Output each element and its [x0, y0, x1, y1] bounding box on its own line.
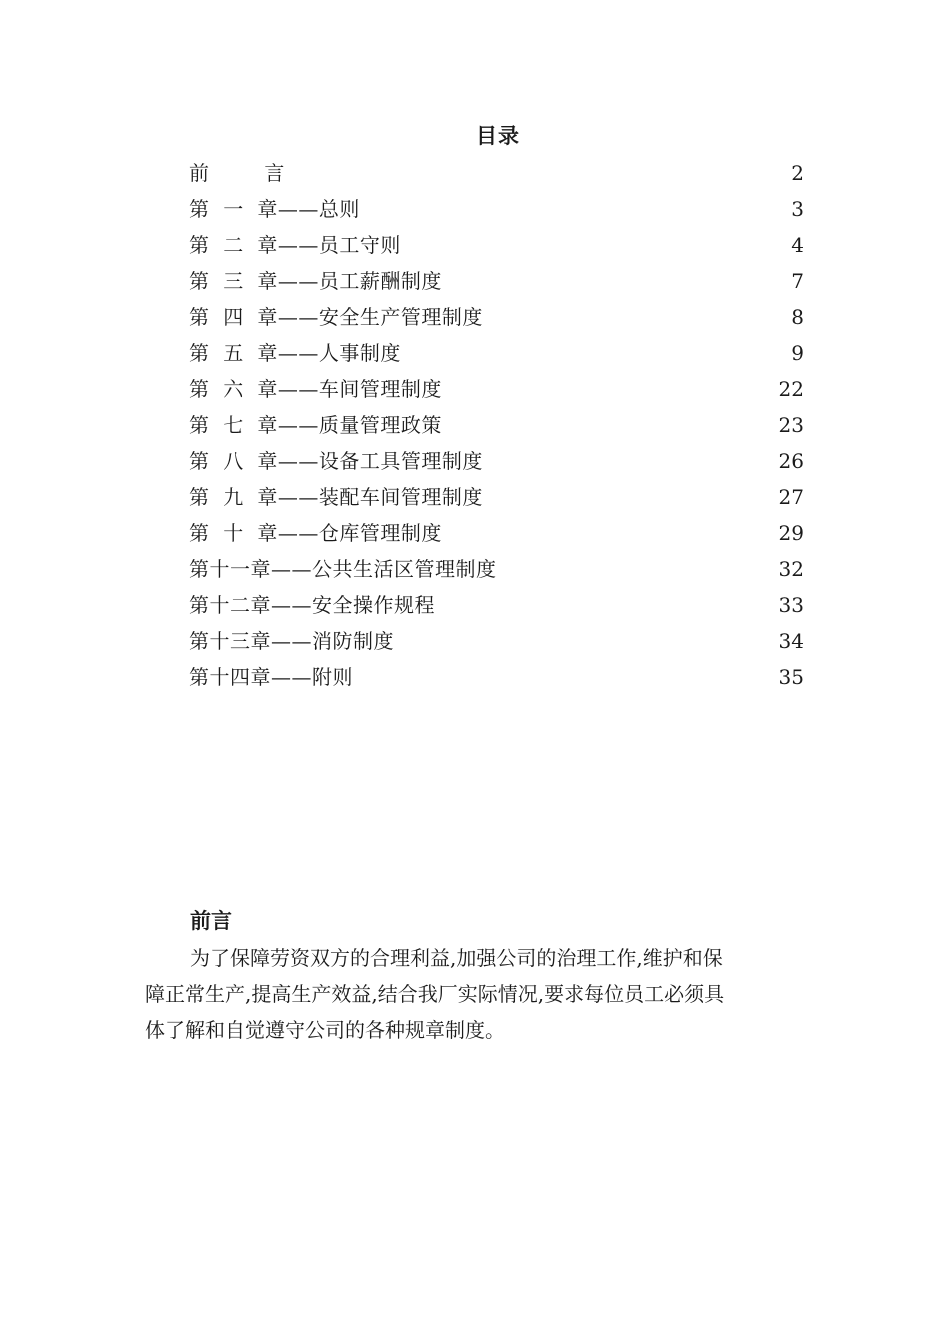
toc-entry[interactable] — [189, 515, 804, 551]
toc-entry-page: 26 — [778, 449, 804, 473]
toc-entry-page: 32 — [778, 557, 804, 581]
toc-entry-label: 第 四 章——安全生产管理制度 — [189, 305, 483, 329]
toc-entry-label: 第十二章——安全操作规程 — [189, 593, 435, 617]
toc-entry[interactable] — [189, 623, 804, 659]
toc-entry-label: 第 五 章——人事制度 — [189, 341, 401, 365]
toc-entry-label: 第 六 章——车间管理制度 — [189, 377, 442, 401]
table-of-contents — [189, 155, 804, 695]
toc-entry-label: 第 十 章——仓库管理制度 — [189, 521, 442, 545]
toc-entry[interactable] — [189, 263, 804, 299]
toc-entry-label: 前 言 — [189, 161, 285, 185]
toc-entry-page: 2 — [791, 161, 804, 185]
toc-entry-page: 9 — [791, 341, 804, 365]
toc-entry[interactable] — [189, 335, 804, 371]
toc-entry[interactable] — [189, 299, 804, 335]
toc-entry-label: 第 一 章——总则 — [189, 197, 360, 221]
toc-entry-label: 第 八 章——设备工具管理制度 — [189, 449, 483, 473]
toc-entry-page: 27 — [778, 485, 804, 509]
toc-entry-label: 第十一章——公共生活区管理制度 — [189, 557, 497, 581]
toc-entry-label: 第 二 章——员工守则 — [189, 233, 401, 257]
toc-entry[interactable] — [189, 407, 804, 443]
toc-entry[interactable] — [189, 551, 804, 587]
toc-entry-page: 35 — [778, 665, 804, 689]
toc-entry[interactable] — [189, 587, 804, 623]
toc-entry-page: 8 — [791, 305, 804, 329]
toc-entry[interactable] — [189, 191, 804, 227]
toc-entry[interactable] — [189, 659, 804, 695]
toc-entry-label: 第 三 章——员工薪酬制度 — [189, 269, 442, 293]
toc-entry-page: 3 — [791, 197, 804, 221]
toc-entry-page: 22 — [778, 377, 804, 401]
toc-entry-label: 第十三章——消防制度 — [189, 629, 394, 653]
preface-line: 障正常生产,提高生产效益,结合我厂实际情况,要求每位员工必须具 — [145, 982, 725, 1006]
toc-entry-label: 第 七 章——质量管理政策 — [189, 413, 442, 437]
preface-paragraph — [145, 940, 805, 1048]
toc-entry[interactable] — [189, 443, 804, 479]
toc-entry[interactable] — [189, 371, 804, 407]
toc-entry-label: 第十四章——附则 — [189, 665, 353, 689]
preface-heading: 前言 — [190, 909, 232, 933]
toc-entry-label: 第 九 章——装配车间管理制度 — [189, 485, 483, 509]
toc-entry[interactable] — [189, 227, 804, 263]
toc-entry-page: 33 — [778, 593, 804, 617]
toc-entry-page: 4 — [791, 233, 804, 257]
toc-entry-page: 23 — [778, 413, 804, 437]
toc-title: 目录 — [476, 124, 520, 148]
toc-entry[interactable] — [189, 155, 804, 191]
toc-entry[interactable] — [189, 479, 804, 515]
toc-entry-page: 7 — [791, 269, 804, 293]
preface-line: 为了保障劳资双方的合理利益,加强公司的治理工作,维护和保 — [190, 946, 723, 970]
toc-entry-page: 34 — [778, 629, 804, 653]
preface-line: 体了解和自觉遵守公司的各种规章制度。 — [145, 1018, 505, 1042]
toc-entry-page: 29 — [778, 521, 804, 545]
